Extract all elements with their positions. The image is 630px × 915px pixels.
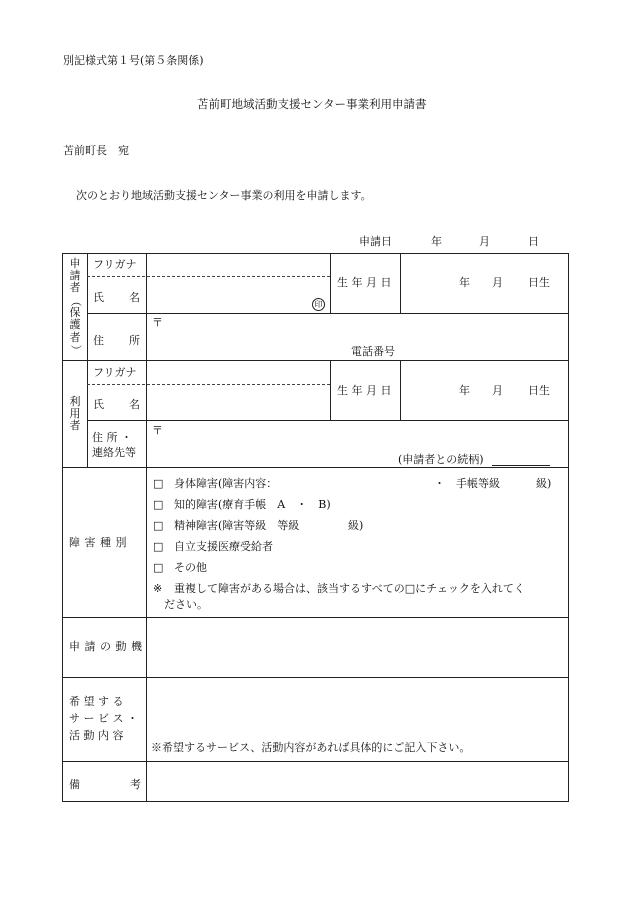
user-birth-day: 日生 bbox=[528, 384, 550, 397]
remarks-field[interactable] bbox=[148, 763, 566, 799]
applicant-section-label: 申 請 者 （ 保 護 者 ） bbox=[69, 256, 83, 356]
medical-checkbox[interactable]: □ bbox=[153, 540, 164, 553]
applicant-birth-day: 日生 bbox=[528, 276, 550, 289]
form-title: 苫前町地域活動支援センター事業利用申請書 bbox=[197, 97, 427, 111]
mental-grade-end: 級) bbox=[348, 519, 364, 532]
mental-label: 精神障害(障害等級 等級 bbox=[174, 519, 300, 532]
service-label-line1: 希 望 す る bbox=[69, 695, 124, 708]
service-field[interactable] bbox=[148, 679, 566, 737]
motive-label: 申 請 の 動 機 bbox=[69, 640, 143, 653]
applicant-birth-month: 月 bbox=[492, 276, 503, 289]
intellectual-checkbox[interactable]: □ bbox=[153, 498, 164, 511]
user-address-label-line1: 住 所 ・ bbox=[92, 431, 132, 444]
user-name-label: 氏 名 bbox=[93, 398, 140, 411]
service-note: ※希望するサービス、活動内容があれば具体的にご記入下さい。 bbox=[151, 741, 471, 754]
relation-label: (申請者との続柄) bbox=[398, 453, 484, 466]
user-furigana-field[interactable] bbox=[148, 362, 329, 382]
relation-field[interactable] bbox=[492, 465, 550, 466]
user-furigana-label: フリガナ bbox=[93, 366, 137, 379]
user-birth-label: 生 年 月 日 bbox=[337, 384, 392, 397]
user-postal-mark: 〒 bbox=[152, 424, 163, 437]
user-section-label: 利 用 者 bbox=[69, 394, 81, 433]
physical-checkbox[interactable]: □ bbox=[153, 477, 164, 490]
disability-type-label: 障 害 種 別 bbox=[69, 536, 127, 549]
motive-field[interactable] bbox=[148, 619, 566, 675]
application-date-month: 月 bbox=[479, 235, 490, 248]
physical-separator: ・ bbox=[434, 477, 445, 490]
applicant-birth-year: 年 bbox=[459, 276, 470, 289]
user-birth-month: 月 bbox=[492, 384, 503, 397]
applicant-birth-label: 生 年 月 日 bbox=[337, 276, 392, 289]
disability-note-line1: 重複して障害がある場合は、該当するすべての□にチェックを入れてく bbox=[174, 582, 525, 595]
application-date-day: 日 bbox=[528, 235, 539, 248]
mental-checkbox[interactable]: □ bbox=[153, 519, 164, 532]
applicant-furigana-label: フリガナ bbox=[93, 258, 137, 271]
applicant-address-label: 住 所 bbox=[93, 334, 140, 347]
addressee: 苫前町長 宛 bbox=[63, 144, 129, 157]
physical-label: 身体障害(障害内容： bbox=[174, 477, 278, 490]
applicant-furigana-field[interactable] bbox=[148, 255, 329, 275]
disability-note-line2: ださい。 bbox=[164, 598, 208, 611]
service-label-line3: 活 動 内 容 bbox=[69, 729, 124, 742]
other-checkbox[interactable]: □ bbox=[153, 561, 164, 574]
physical-grade-end: 級) bbox=[536, 477, 552, 490]
applicant-postal-mark: 〒 bbox=[152, 316, 163, 329]
medical-label: 自立支援医療受給者 bbox=[174, 540, 273, 553]
intellectual-label: 知的障害(療育手帳 A ・ B) bbox=[174, 498, 331, 511]
user-address-label-line2: 連絡先等 bbox=[92, 446, 136, 459]
application-date-label: 申請日 bbox=[359, 235, 392, 248]
user-name-field[interactable] bbox=[148, 387, 329, 419]
user-address-field[interactable] bbox=[166, 423, 564, 449]
user-birth-year: 年 bbox=[459, 384, 470, 397]
form-number: 別記様式第１号(第５条関係) bbox=[63, 54, 204, 67]
applicant-name-label: 氏 名 bbox=[93, 291, 140, 304]
remarks-label: 備 考 bbox=[69, 778, 141, 791]
seal-mark: 印 bbox=[312, 298, 325, 311]
applicant-address-field[interactable] bbox=[166, 316, 564, 342]
intro-text: 次のとおり地域活動支援センター事業の利用を申請します。 bbox=[76, 189, 372, 202]
application-date-year: 年 bbox=[431, 235, 442, 248]
other-label: その他 bbox=[174, 561, 207, 574]
applicant-name-field[interactable] bbox=[148, 279, 308, 311]
applicant-phone-label: 電話番号 bbox=[351, 345, 395, 358]
physical-grade-label: 手帳等級 bbox=[456, 477, 500, 490]
disability-note-mark: ※ bbox=[153, 582, 163, 595]
service-label-line2: サ ー ビ ス ・ bbox=[69, 712, 138, 725]
